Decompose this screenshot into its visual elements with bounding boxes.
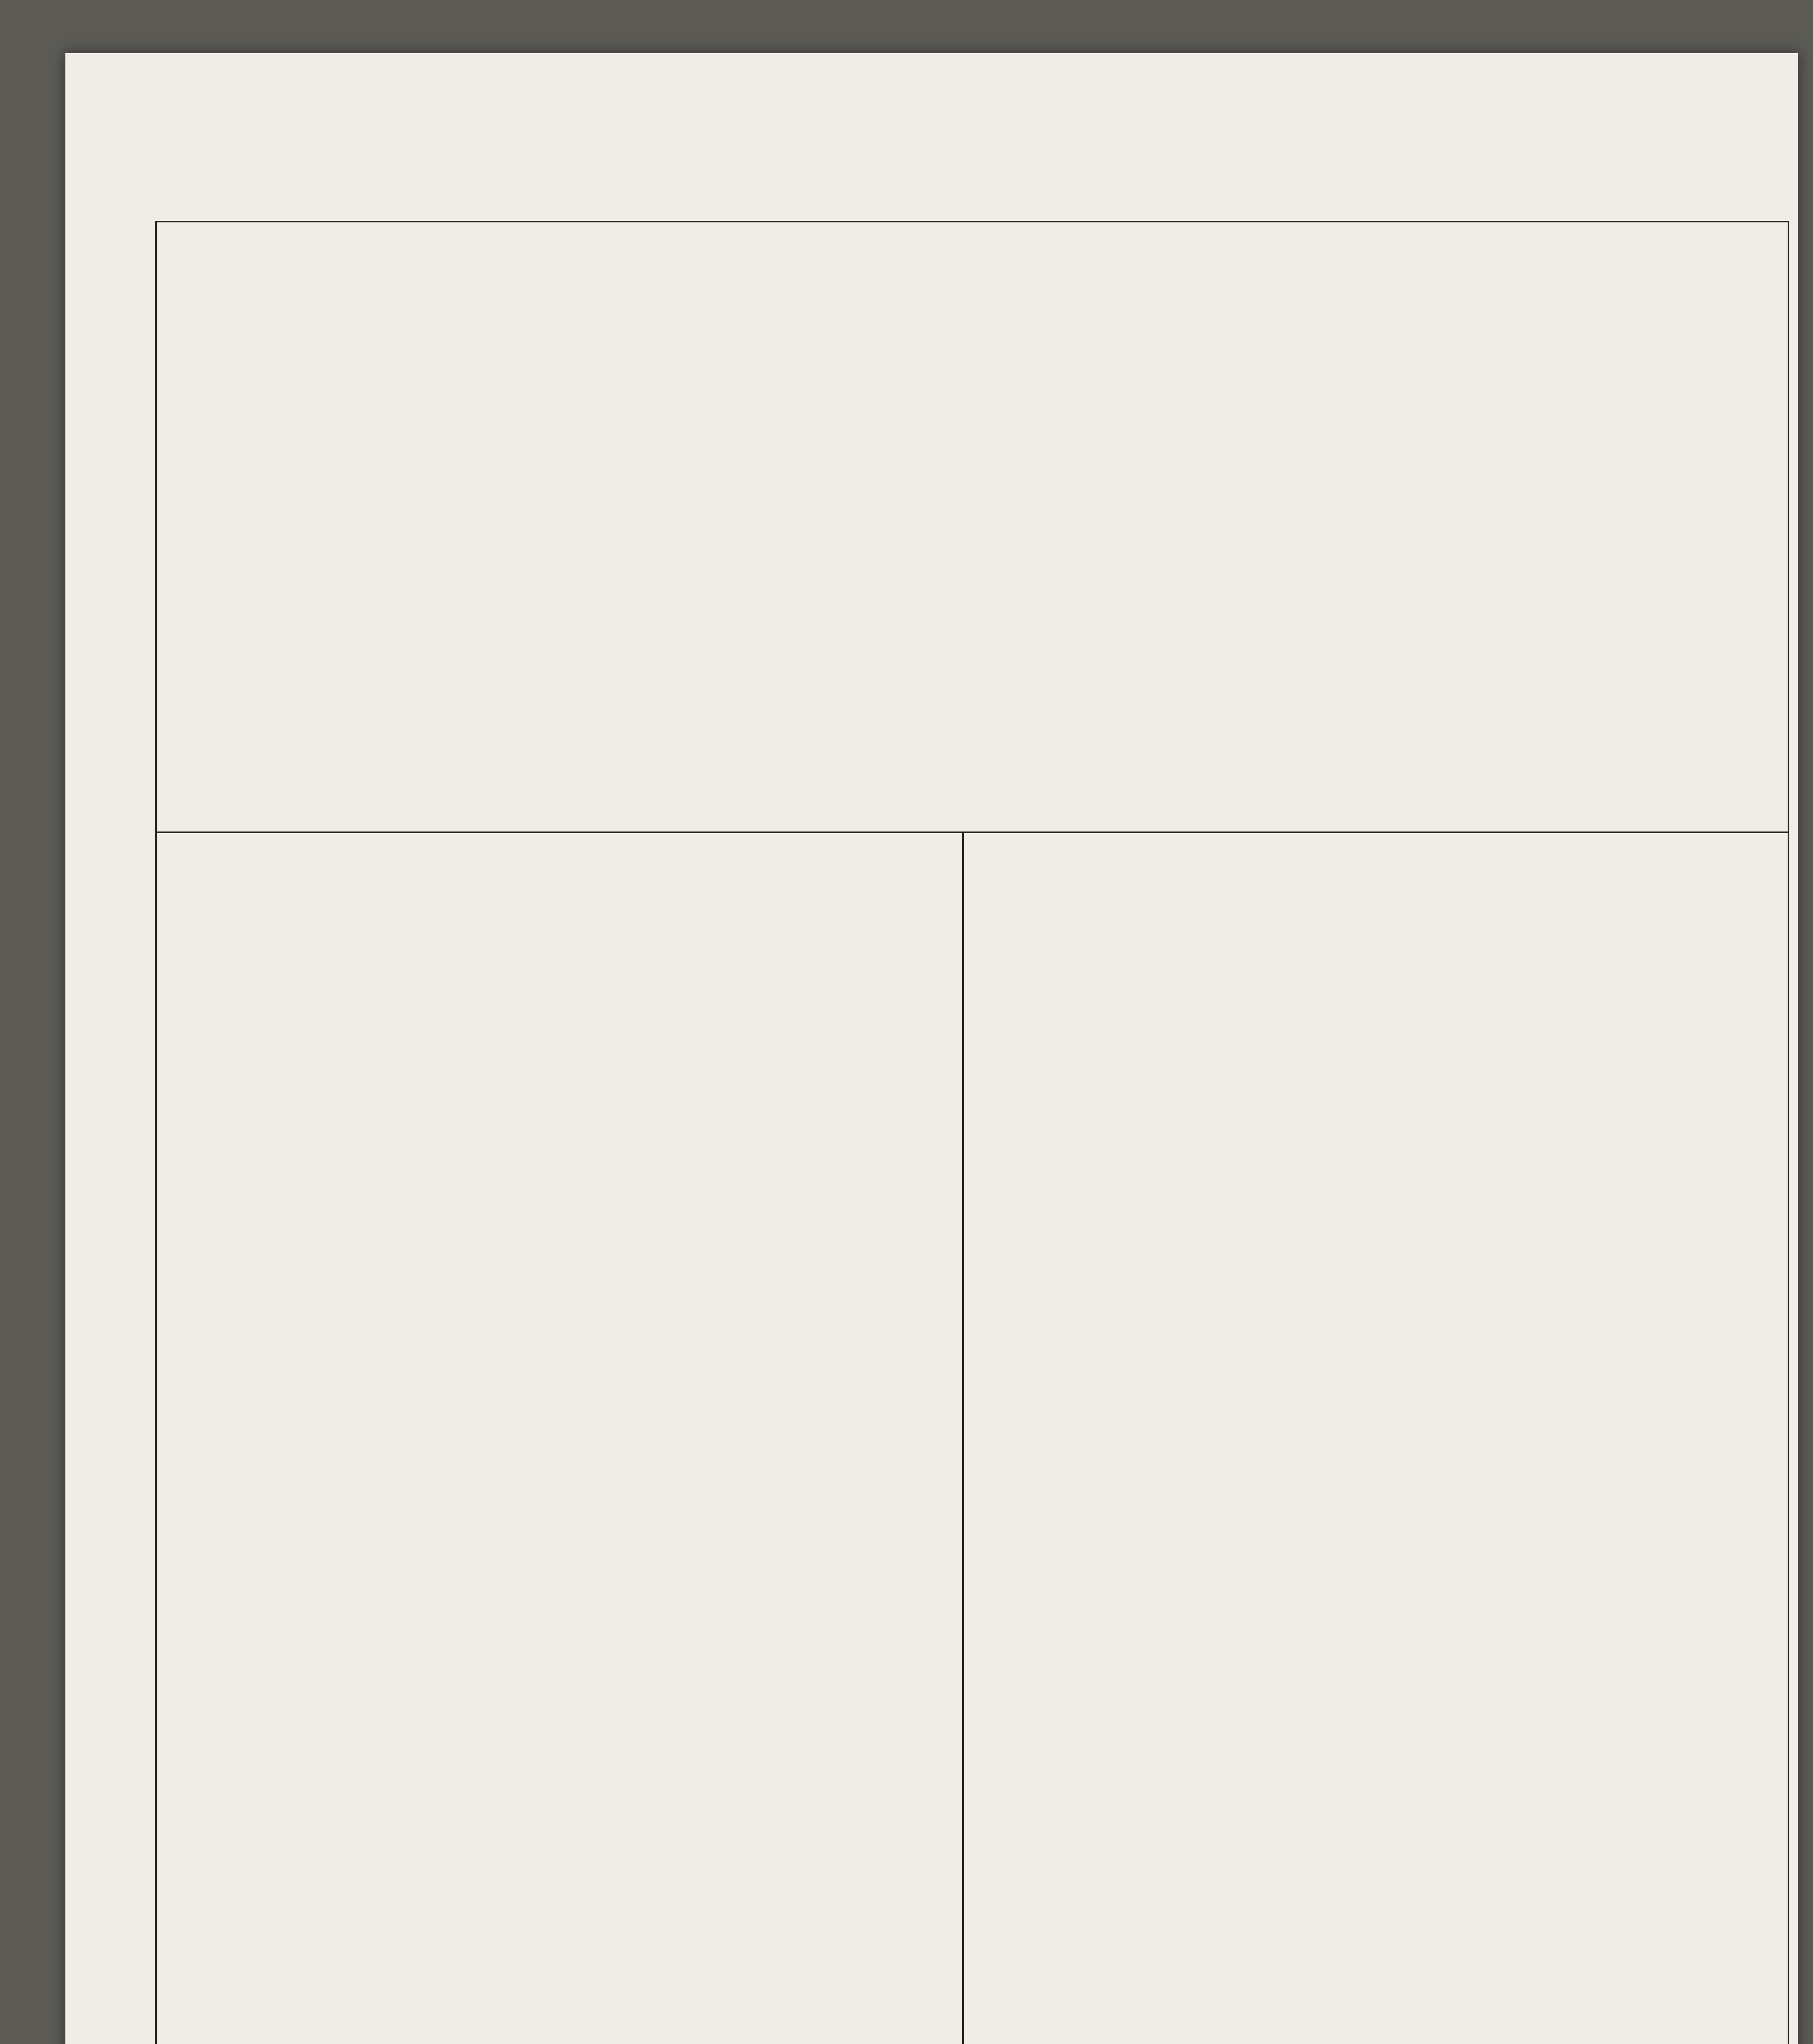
top-table	[157, 222, 1788, 833]
lower-right-table	[962, 831, 1788, 2044]
quotation-table-frame	[155, 221, 1789, 2044]
lower-left-table	[157, 831, 964, 2044]
